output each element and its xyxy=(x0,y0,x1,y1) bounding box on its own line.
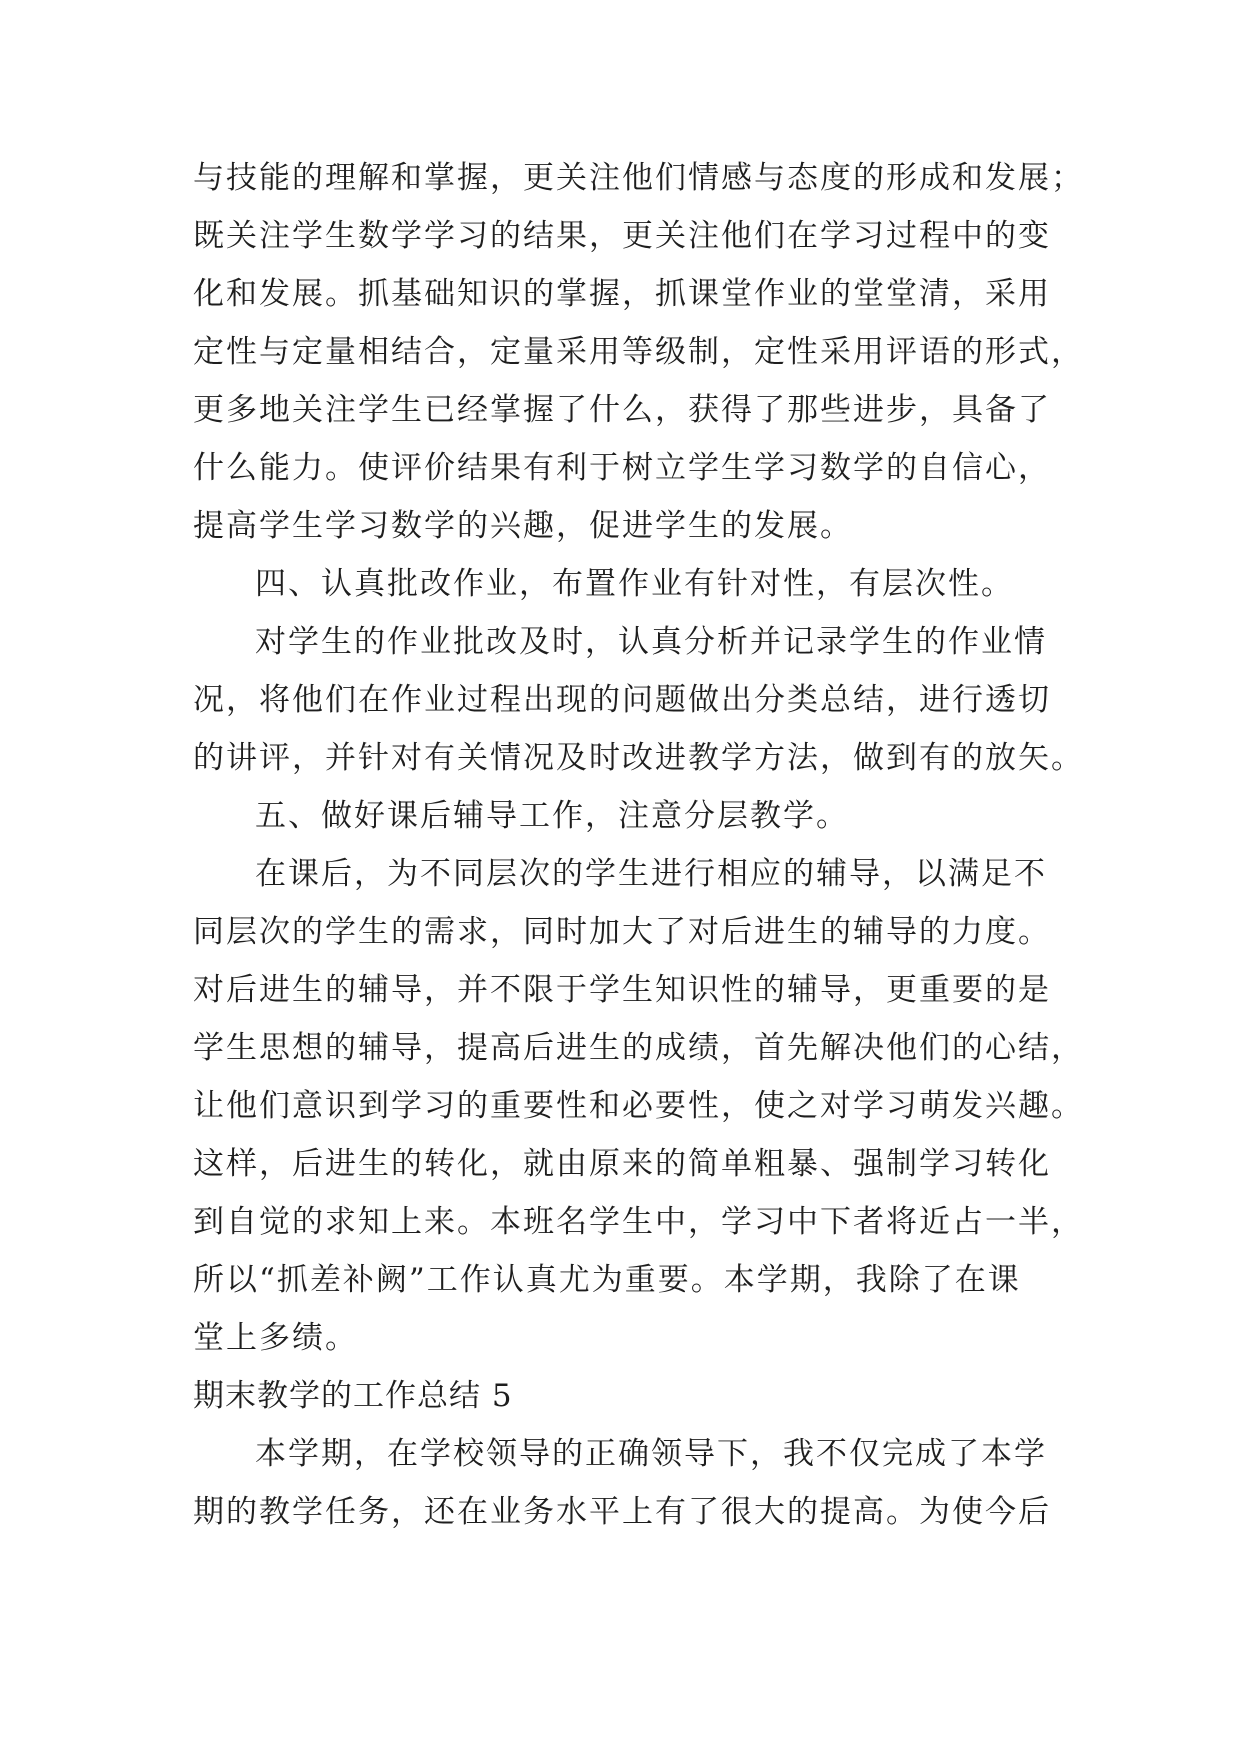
section-heading-four: 四、认真批改作业，布置作业有针对性，有层次性。 xyxy=(255,566,1014,602)
paragraph-line: 化和发展。抓基础知识的掌握，抓课堂作业的堂堂清，采用 xyxy=(193,276,1051,312)
paragraph-line: 对后进生的辅导，并不限于学生知识性的辅导，更重要的是 xyxy=(193,972,1051,1008)
paragraph-line: 定性与定量相结合，定量采用等级制，定性采用评语的形式， xyxy=(193,334,1084,370)
paragraph-line: 同层次的学生的需求，同时加大了对后进生的辅导的力度。 xyxy=(193,914,1051,950)
paragraph-line: 与技能的理解和掌握，更关注他们情感与态度的形成和发展； xyxy=(193,160,1084,196)
paragraph-line: 在课后，为不同层次的学生进行相应的辅导，以满足不 xyxy=(255,856,1047,892)
paragraph-line: 况，将他们在作业过程出现的问题做出分类总结，进行透切 xyxy=(193,682,1051,718)
paragraph-line: 到自觉的求知上来。本班名学生中，学习中下者将近占一半， xyxy=(193,1204,1084,1240)
paragraph-line: 堂上多绩。 xyxy=(193,1320,358,1356)
paragraph-line: 什么能力。使评价结果有利于树立学生学习数学的自信心， xyxy=(193,450,1051,486)
paragraph-line: 这样，后进生的转化，就由原来的简单粗暴、强制学习转化 xyxy=(193,1146,1051,1182)
paragraph-line: 所以“抓差补阙”工作认真尤为重要。本学期，我除了在课 xyxy=(193,1262,1021,1298)
paragraph-line: 提高学生学习数学的兴趣，促进学生的发展。 xyxy=(193,508,853,544)
paragraph-line: 学生思想的辅导，提高后进生的成绩，首先解决他们的心结， xyxy=(193,1030,1084,1066)
paragraph-line: 让他们意识到学习的重要性和必要性，使之对学习萌发兴趣。 xyxy=(193,1088,1084,1124)
document-title: 期末教学的工作总结 5 xyxy=(193,1378,513,1414)
paragraph-line: 既关注学生数学学习的结果，更关注他们在学习过程中的变 xyxy=(193,218,1051,254)
paragraph-line: 本学期，在学校领导的正确领导下，我不仅完成了本学 xyxy=(255,1436,1047,1472)
paragraph-line: 对学生的作业批改及时，认真分析并记录学生的作业情 xyxy=(255,624,1047,660)
paragraph-line: 的讲评，并针对有关情况及时改进教学方法，做到有的放矢。 xyxy=(193,740,1084,776)
section-heading-five: 五、做好课后辅导工作，注意分层教学。 xyxy=(255,798,849,834)
paragraph-line: 期的教学任务，还在业务水平上有了很大的提高。为使今后 xyxy=(193,1494,1051,1530)
paragraph-line: 更多地关注学生已经掌握了什么，获得了那些进步，具备了 xyxy=(193,392,1051,428)
